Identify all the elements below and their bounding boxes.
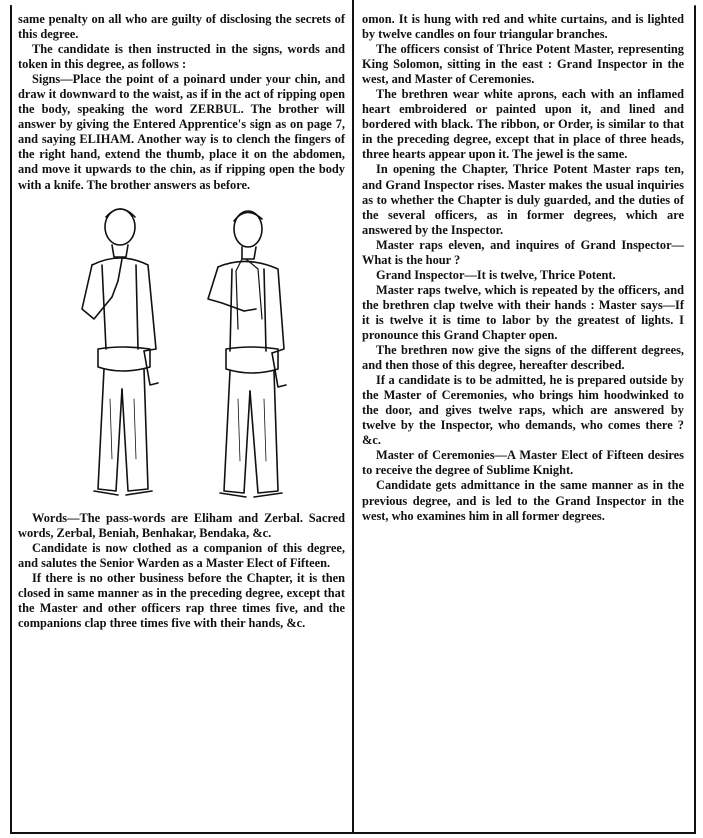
left-paragraph-signs: Signs—Place the point of a poinard under your chin, and draw it downward to the waist, as if in the act of ripping open the body, speaking the word ZERBUL. The brother will answer by giving the Entered Apprentice's sign as on page 7, and saying ELIHAM. Another way is to clench the fingers of the right hand, extend the thumb, place it on the abdomen, and move it upwards to the chin, as if ripping open the body with a knife. The brother answers as before. bbox=[18, 72, 345, 192]
right-paragraph-2: The officers consist of Thrice Potent Master, representing King Solomon, sitting in the east : Grand Inspector in the west, and Master of Ceremonies. bbox=[362, 42, 684, 87]
right-paragraph-7: Master raps twelve, which is repeated by the officers, and the brethren clap twelve with their hands : Master says—If it is twelve it is time to labor by the greatest of lights. I pronounce this Grand Chapter open. bbox=[362, 282, 684, 342]
right-paragraph-11: Candidate gets admittance in the same manner as in the previous degree, and is led to the Grand Inspector in the west, who examines him in all former degrees. bbox=[362, 478, 684, 523]
right-column bbox=[358, 12, 688, 524]
right-paragraph-8: The brethren now give the signs of the different degrees, and then those of this degree, hereafter described. bbox=[362, 343, 684, 373]
left-paragraph-6: If there is no other business before the Chapter, it is then closed in same manner as in the preceding degree, except that the Master and other officers rap three times five, and the companions clap three times five with their hands, &c. bbox=[18, 570, 345, 630]
column-divider bbox=[352, 0, 354, 834]
right-paragraph-1: omon. It is hung with red and white curtains, and is lighted by twelve candles on four triangular branches. bbox=[362, 12, 684, 42]
right-paragraph-4: In opening the Chapter, Thrice Potent Master raps ten, and Grand Inspector rises. Master makes the usual inquiries as to whether the Chapter is duly guarded, and the duties of the several officers, as in former degrees, which are answered by the Inspector. bbox=[362, 162, 684, 237]
left-paragraph-words: Words—The pass-words are Eliham and Zerbal. Sacred words, Zerbal, Beniah, Benhakar, Bendaka, &c. bbox=[18, 510, 345, 540]
two-men-giving-sign-illustration bbox=[32, 199, 332, 505]
left-column bbox=[14, 12, 351, 631]
right-paragraph-10: Master of Ceremonies—A Master Elect of Fifteen desires to receive the degree of Sublime Knight. bbox=[362, 448, 684, 478]
right-paragraph-9: If a candidate is to be admitted, he is prepared outside by the Master of Ceremonies, who brings him hoodwinked to the door, and gives twelve raps, which are answered by twelve by the Inspector, who demands, who comes there ? &c. bbox=[362, 373, 684, 448]
right-paragraph-3: The brethren wear white aprons, each with an inflamed heart embroidered or painted upon it, and lined and bordered with black. The ribbon, or Order, is similar to that in the preceding degree, except that in place of three heads, three hearts appear upon it. The jewel is the same. bbox=[362, 87, 684, 162]
left-paragraph-5: Candidate is now clothed as a companion of this degree, and salutes the Senior Warden as a Master Elect of Fifteen. bbox=[18, 540, 345, 570]
right-paragraph-6: Grand Inspector—It is twelve, Thrice Potent. bbox=[376, 267, 616, 282]
left-paragraph-2: The candidate is then instructed in the signs, words and token in this degree, as follows : bbox=[18, 42, 345, 72]
right-paragraph-5: Master raps eleven, and inquires of Grand Inspector—What is the hour ? bbox=[362, 237, 684, 267]
left-paragraph-1: same penalty on all who are guilty of disclosing the secrets of this degree. bbox=[18, 12, 345, 42]
